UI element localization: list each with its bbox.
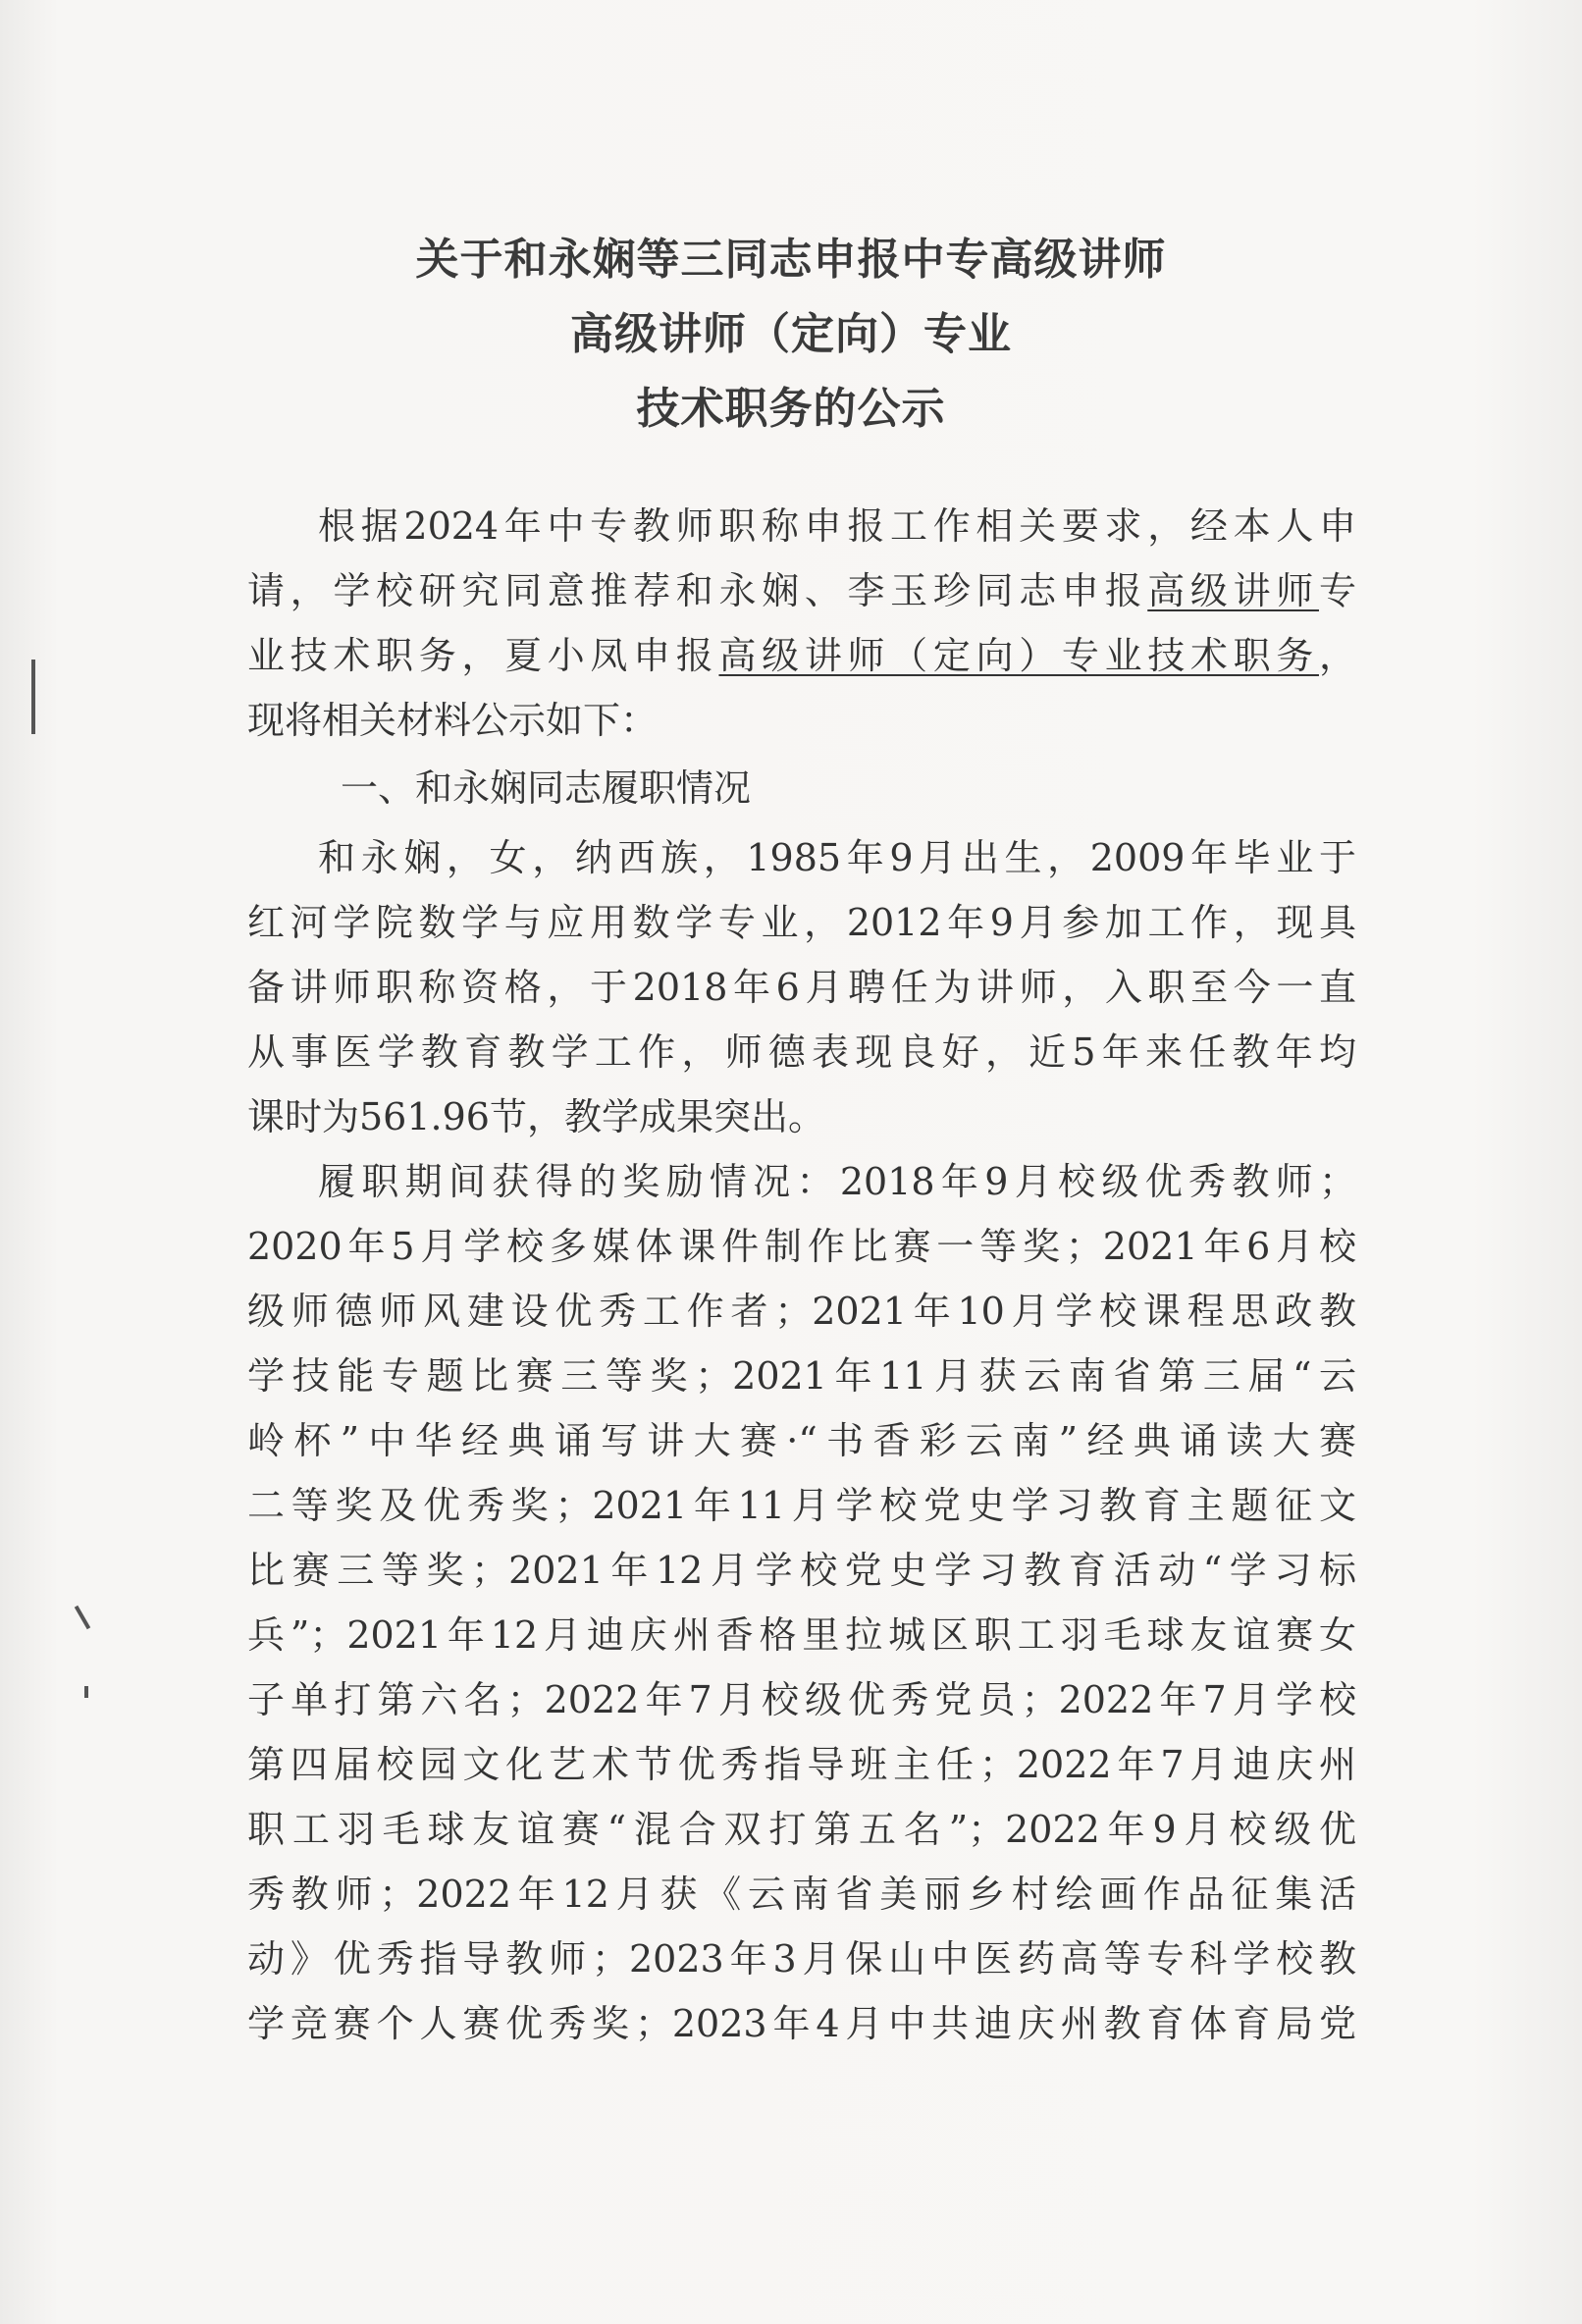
- intro-line-4: 现将相关材料公示如下：: [247, 699, 659, 742]
- award-line-14: 学竞赛个人赛优秀奖；2023年4月中共迪庆州教育体育局党: [247, 2002, 1356, 2045]
- binding-hole-mark: [31, 660, 35, 734]
- award-line-7: 比赛三等奖；2021年12月学校党史学习教育活动“学习标: [247, 1549, 1356, 1592]
- document-title-line-1: 关于和永娴等三同志申报中专高级讲师: [415, 235, 1167, 285]
- award-line-1: 履职期间获得的奖励情况：2018年9月校级优秀教师；: [318, 1160, 1356, 1203]
- underlined-title-senior-lecturer-directed: 高级讲师（定向）专业技术职务: [718, 634, 1319, 677]
- award-line-9: 子单打第六名；2022年7月校级优秀党员；2022年7月学校: [247, 1678, 1356, 1721]
- intro-line-3-end: ，: [1318, 634, 1356, 677]
- document-title-line-3: 技术职务的公示: [636, 384, 946, 434]
- intro-line-2-end: 专: [1318, 569, 1356, 612]
- award-line-12: 秀教师；2022年12月获《云南省美丽乡村绘画作品征集活: [247, 1873, 1356, 1916]
- award-line-13: 动》优秀指导教师；2023年3月保山中医药高等专科学校教: [247, 1937, 1356, 1981]
- bio-line-1: 和永娴，女，纳西族，1985年9月出生，2009年毕业于: [318, 836, 1356, 879]
- award-line-10: 第四届校园文化艺术节优秀指导班主任；2022年7月迪庆州: [247, 1743, 1356, 1786]
- bio-line-2: 红河学院数学与应用数学专业，2012年9月参加工作，现具: [247, 901, 1356, 944]
- intro-line-1: 根据2024年中专教师职称申报工作相关要求，经本人申: [318, 504, 1356, 548]
- award-line-6: 二等奖及优秀奖；2021年11月学校党史学习教育主题征文: [247, 1484, 1356, 1527]
- intro-line-3: [247, 631, 1356, 680]
- award-line-11: 职工羽毛球友谊赛“混合双打第五名”；2022年9月校级优: [247, 1808, 1356, 1851]
- award-line-2: 2020年5月学校多媒体课件制作比赛一等奖；2021年6月校: [247, 1225, 1356, 1268]
- staple-mark-top: [75, 1606, 90, 1630]
- award-line-4: 学技能专题比赛三等奖；2021年11月获云南省第三届“云: [247, 1354, 1356, 1398]
- award-line-3: 级师德师风建设优秀工作者；2021年10月学校课程思政教: [247, 1290, 1356, 1333]
- document-title-line-2: 高级讲师（定向）专业: [570, 309, 1012, 359]
- bio-line-4: 从事医学教育教学工作，师德表现良好，近5年来任教年均: [247, 1030, 1356, 1074]
- bio-line-5: 课时为561.96节，教学成果突出。: [247, 1095, 825, 1138]
- section-heading-1: 一、和永娴同志履职情况: [341, 766, 752, 810]
- award-line-5: 岭杯”中华经典诵写讲大赛·“书香彩云南”经典诵读大赛: [247, 1419, 1356, 1462]
- bio-line-3: 备讲师职称资格，于2018年6月聘任为讲师，入职至今一直: [247, 966, 1356, 1009]
- intro-line-3-text: 业技术职务，夏小凤申报: [247, 634, 719, 677]
- intro-line-2: [247, 566, 1356, 615]
- intro-line-2-text: 请，学校研究同意推荐和永娴、李玉珍同志申报: [247, 569, 1148, 612]
- award-line-8: 兵”；2021年12月迪庆州香格里拉城区职工羽毛球友谊赛女: [247, 1613, 1356, 1657]
- underlined-title-senior-lecturer: 高级讲师: [1147, 569, 1319, 612]
- staple-mark-bottom: [84, 1686, 88, 1698]
